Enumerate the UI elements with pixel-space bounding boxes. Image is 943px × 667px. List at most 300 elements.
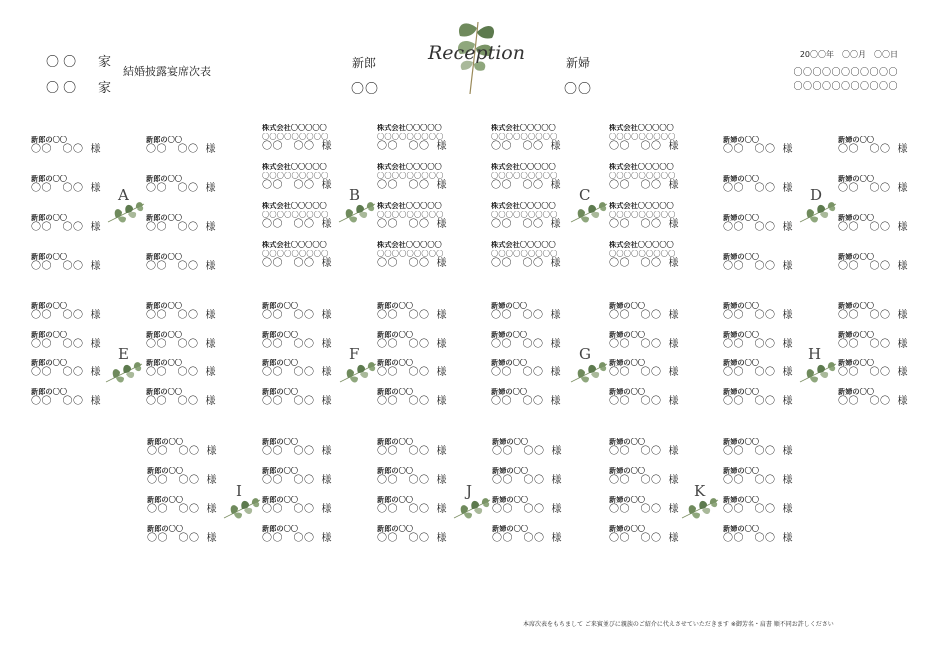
guest-name: 〇〇 〇〇 (262, 367, 315, 378)
guest-honorific: 様 (321, 258, 332, 269)
guest-entry (147, 467, 262, 486)
guest-title: 新郎の〇〇 (146, 387, 182, 396)
guest-name: 〇〇 〇〇 (723, 261, 776, 272)
guest-honorific: 様 (551, 533, 562, 544)
guest-name: 〇〇 〇〇 (377, 533, 430, 544)
guest-name: 〇〇 〇〇 (609, 219, 662, 230)
guest-name: 〇〇 〇〇 (838, 310, 891, 321)
guest-title: 新婦の〇〇 (491, 302, 527, 310)
guest-company: 〇〇〇〇〇〇〇〇〇 (377, 172, 444, 180)
leaf-icon (680, 496, 720, 526)
guest-honorific: 様 (321, 219, 332, 230)
guest-title: 新婦の〇〇 (492, 467, 528, 475)
guest-title: 新婦の〇〇 (723, 525, 759, 533)
guest-name: 〇〇 〇〇 (723, 395, 776, 407)
guest-honorific: 様 (205, 222, 216, 233)
guest-honorific: 様 (550, 180, 561, 191)
guest-honorific: 様 (321, 533, 332, 544)
guest-entry (377, 202, 492, 230)
guest-name: 〇〇 〇〇 (723, 338, 776, 350)
guest-title: 新婦の〇〇 (491, 359, 527, 367)
guest-entry (262, 124, 377, 152)
guest-entry (609, 163, 724, 191)
groom-family-suffix: 家 (98, 55, 112, 70)
guest-title: 新郎の〇〇 (146, 302, 182, 310)
guest-title: 新郎の〇〇 (377, 496, 413, 504)
guest-company: 〇〇〇〇〇〇〇〇〇 (491, 211, 558, 219)
guest-title: 新郎の〇〇 (147, 525, 183, 533)
guest-entry (146, 388, 261, 407)
guest-name: 〇〇 〇〇 (723, 367, 776, 378)
guest-entry (838, 302, 943, 321)
guest-entry (31, 253, 146, 272)
guest-entry (146, 331, 261, 350)
guest-entry (838, 253, 943, 272)
guest-title: 新婦の〇〇 (723, 330, 759, 339)
guest-company: 〇〇〇〇〇〇〇〇〇 (491, 172, 558, 180)
table-label: E (118, 345, 129, 363)
guest-title: 新婦の〇〇 (723, 438, 759, 446)
guest-name: 〇〇 〇〇 (491, 180, 544, 191)
guest-name: 〇〇 〇〇 (31, 310, 84, 321)
guest-entry (609, 241, 724, 269)
guest-name: 〇〇 〇〇 (262, 141, 315, 152)
guest-honorific: 様 (897, 144, 908, 155)
guest-title: 新郎の〇〇 (377, 302, 413, 310)
guest-entry (262, 496, 377, 515)
guest-name: 〇〇 〇〇 (609, 446, 662, 457)
guest-title: 新婦の〇〇 (492, 525, 528, 533)
guest-title: 新郎の〇〇 (31, 175, 67, 183)
guest-name: 〇〇 〇〇 (377, 141, 430, 152)
guest-entry (609, 388, 724, 407)
guest-entry (377, 124, 492, 152)
guest-name: 〇〇 〇〇 (723, 504, 776, 515)
guest-honorific: 様 (206, 533, 217, 544)
guest-name: 〇〇 〇〇 (377, 446, 430, 457)
guest-name: 〇〇 〇〇 (31, 183, 84, 194)
guest-title: 新婦の〇〇 (492, 496, 528, 504)
guest-honorific: 様 (782, 338, 793, 350)
guest-entry (491, 388, 606, 407)
guest-entry (609, 438, 724, 457)
guest-honorific: 様 (550, 258, 561, 269)
guest-name: 〇〇 〇〇 (491, 310, 544, 321)
guest-honorific: 様 (436, 141, 447, 152)
guest-title: 株式会社〇〇〇〇〇 (491, 202, 556, 210)
guest-name: 〇〇 〇〇 (723, 222, 776, 233)
table-label: G (579, 345, 591, 363)
guest-entry (377, 359, 492, 378)
guest-title: 新婦の〇〇 (838, 214, 874, 222)
guest-entry (262, 438, 377, 457)
guest-entry (491, 124, 606, 152)
guest-honorific: 様 (550, 367, 561, 378)
guest-title: 新婦の〇〇 (723, 496, 759, 504)
groom-family-name: 〇 〇 (46, 55, 77, 70)
guest-entry (838, 214, 943, 233)
guest-title: 新郎の〇〇 (146, 253, 182, 261)
guest-company: 〇〇〇〇〇〇〇〇〇 (609, 172, 676, 180)
guest-honorific: 様 (321, 338, 332, 350)
guest-honorific: 様 (897, 395, 908, 407)
guest-name: 〇〇 〇〇 (838, 395, 891, 407)
guest-title: 株式会社〇〇〇〇〇 (491, 124, 556, 132)
guest-entry (609, 202, 724, 230)
guest-name: 〇〇 〇〇 (491, 367, 544, 378)
guest-name: 〇〇 〇〇 (377, 258, 430, 269)
guest-entry (609, 124, 724, 152)
guest-title: 新婦の〇〇 (838, 359, 874, 367)
guest-title: 新郎の〇〇 (146, 214, 182, 222)
guest-name: 〇〇 〇〇 (838, 367, 891, 378)
guest-company: 〇〇〇〇〇〇〇〇〇 (609, 133, 676, 141)
guest-name: 〇〇 〇〇 (838, 222, 891, 233)
guest-honorific: 様 (897, 338, 908, 350)
guest-title: 新婦の〇〇 (609, 359, 645, 367)
bride-family-name: 〇 〇 (46, 81, 77, 96)
guest-name: 〇〇 〇〇 (609, 504, 662, 515)
guest-title: 新婦の〇〇 (723, 136, 759, 144)
guest-honorific: 様 (206, 504, 217, 515)
guest-entry (146, 136, 261, 155)
guest-honorific: 様 (550, 338, 561, 350)
groom-family (46, 51, 111, 70)
guest-honorific: 様 (668, 446, 679, 457)
guest-name: 〇〇 〇〇 (146, 144, 199, 155)
guest-honorific: 様 (90, 367, 101, 378)
guest-honorific: 様 (436, 219, 447, 230)
guest-name: 〇〇 〇〇 (377, 395, 430, 407)
guest-title: 新婦の〇〇 (609, 525, 645, 533)
guest-name: 〇〇 〇〇 (377, 219, 430, 230)
guest-title: 株式会社〇〇〇〇〇 (262, 163, 327, 171)
table-label: I (236, 482, 242, 500)
guest-entry (609, 359, 724, 378)
guest-honorific: 様 (90, 144, 101, 155)
guest-company: 〇〇〇〇〇〇〇〇〇 (377, 133, 444, 141)
guest-name: 〇〇 〇〇 (492, 504, 545, 515)
guest-honorific: 様 (436, 475, 447, 486)
guest-honorific: 様 (668, 310, 679, 321)
guest-title: 新婦の〇〇 (609, 387, 645, 396)
guest-title: 株式会社〇〇〇〇〇 (609, 202, 674, 210)
guest-honorific: 様 (550, 395, 561, 407)
guest-name: 〇〇 〇〇 (609, 475, 662, 486)
guest-name: 〇〇 〇〇 (723, 446, 776, 457)
guest-entry (492, 467, 607, 486)
guest-title: 新郎の〇〇 (31, 253, 67, 261)
guest-honorific: 様 (321, 395, 332, 407)
guest-entry (609, 302, 724, 321)
guest-title: 新婦の〇〇 (609, 438, 645, 446)
footer-note: 本席次表をもちまして ご来賓並びに親族のご紹介に代えさせていただきます ※御芳名・肩書 順不同お許しください (523, 621, 834, 628)
guest-company: 〇〇〇〇〇〇〇〇〇 (262, 133, 329, 141)
guest-honorific: 様 (321, 141, 332, 152)
guest-honorific: 様 (550, 219, 561, 230)
table-label: F (349, 345, 360, 363)
guest-honorific: 様 (90, 183, 101, 194)
guest-name: 〇〇 〇〇 (262, 180, 315, 191)
guest-entry (262, 241, 377, 269)
guest-title: 新婦の〇〇 (492, 438, 528, 446)
guest-honorific: 様 (436, 504, 447, 515)
groom-name: 〇〇 (351, 82, 380, 97)
guest-name: 〇〇 〇〇 (492, 446, 545, 457)
guest-name: 〇〇 〇〇 (377, 504, 430, 515)
guest-honorific: 様 (321, 475, 332, 486)
guest-entry (723, 467, 838, 486)
bride-name: 〇〇 (564, 82, 593, 97)
guest-name: 〇〇 〇〇 (147, 475, 200, 486)
leaf-icon (222, 496, 262, 526)
guest-honorific: 様 (897, 367, 908, 378)
guest-title: 株式会社〇〇〇〇〇 (491, 241, 556, 249)
guest-entry (262, 467, 377, 486)
leaf-icon (337, 200, 377, 230)
guest-entry (377, 525, 492, 544)
guest-honorific: 様 (206, 475, 217, 486)
guest-name: 〇〇 〇〇 (31, 222, 84, 233)
guest-honorific: 様 (897, 310, 908, 321)
guest-honorific: 様 (90, 261, 101, 272)
guest-title: 株式会社〇〇〇〇〇 (491, 163, 556, 171)
guest-honorific: 様 (782, 395, 793, 407)
guest-name: 〇〇 〇〇 (377, 180, 430, 191)
guest-entry (377, 438, 492, 457)
guest-title: 株式会社〇〇〇〇〇 (377, 241, 442, 249)
guest-name: 〇〇 〇〇 (262, 475, 315, 486)
guest-title: 新婦の〇〇 (838, 253, 874, 261)
guest-name: 〇〇 〇〇 (609, 310, 662, 321)
guest-name: 〇〇 〇〇 (147, 533, 200, 544)
guest-company: 〇〇〇〇〇〇〇〇〇 (262, 211, 329, 219)
guest-honorific: 様 (668, 475, 679, 486)
guest-company: 〇〇〇〇〇〇〇〇〇 (491, 133, 558, 141)
guest-honorific: 様 (205, 144, 216, 155)
guest-honorific: 様 (321, 180, 332, 191)
guest-entry (491, 241, 606, 269)
guest-honorific: 様 (205, 310, 216, 321)
guest-honorific: 様 (782, 222, 793, 233)
guest-entry (377, 163, 492, 191)
guest-name: 〇〇 〇〇 (491, 141, 544, 152)
guest-title: 新郎の〇〇 (377, 525, 413, 533)
guest-entry (609, 331, 724, 350)
bride-family (46, 77, 111, 96)
guest-title: 新郎の〇〇 (147, 467, 183, 475)
guest-title: 新郎の〇〇 (262, 438, 298, 446)
guest-entry (377, 331, 492, 350)
guest-entry (492, 438, 607, 457)
guest-honorific: 様 (782, 504, 793, 515)
guest-title: 新婦の〇〇 (838, 136, 874, 144)
guest-entry (492, 496, 607, 515)
guest-entry (31, 388, 146, 407)
table-label: B (349, 186, 361, 204)
guest-entry (723, 496, 838, 515)
guest-honorific: 様 (436, 395, 447, 407)
guest-name: 〇〇 〇〇 (262, 504, 315, 515)
guest-honorific: 様 (206, 446, 217, 457)
guest-honorific: 様 (321, 367, 332, 378)
guest-honorific: 様 (90, 222, 101, 233)
guest-company: 〇〇〇〇〇〇〇〇〇 (609, 250, 676, 258)
guest-honorific: 様 (90, 310, 101, 321)
guest-title: 新婦の〇〇 (838, 387, 874, 396)
guest-title: 新郎の〇〇 (31, 214, 67, 222)
guest-honorific: 様 (436, 367, 447, 378)
guest-entry (723, 253, 838, 272)
guest-name: 〇〇 〇〇 (492, 475, 545, 486)
guest-title: 新郎の〇〇 (146, 175, 182, 183)
logo-text: Reception (428, 42, 525, 64)
guest-honorific: 様 (90, 338, 101, 350)
guest-name: 〇〇 〇〇 (609, 180, 662, 191)
page-title: 結婚披露宴席次表 (123, 65, 211, 78)
guest-title: 新婦の〇〇 (723, 359, 759, 367)
event-date: 20〇〇年 〇〇月 〇〇日 (799, 50, 898, 59)
guest-honorific: 様 (550, 310, 561, 321)
guest-honorific: 様 (436, 446, 447, 457)
guest-honorific: 様 (668, 219, 679, 230)
guest-company: 〇〇〇〇〇〇〇〇〇 (491, 250, 558, 258)
guest-entry (723, 388, 838, 407)
guest-honorific: 様 (205, 395, 216, 407)
guest-entry (377, 467, 492, 486)
guest-name: 〇〇 〇〇 (146, 183, 199, 194)
guest-entry (838, 175, 943, 194)
guest-name: 〇〇 〇〇 (31, 144, 84, 155)
guest-title: 新郎の〇〇 (262, 496, 298, 504)
guest-entry (146, 214, 261, 233)
guest-entry (491, 302, 606, 321)
guest-honorific: 様 (436, 258, 447, 269)
guest-name: 〇〇 〇〇 (146, 338, 199, 350)
guest-name: 〇〇 〇〇 (147, 504, 200, 515)
guest-name: 〇〇 〇〇 (609, 141, 662, 152)
guest-entry (146, 175, 261, 194)
table-label: D (810, 186, 823, 204)
guest-honorific: 様 (782, 261, 793, 272)
guest-entry (838, 388, 943, 407)
guest-title: 新郎の〇〇 (146, 359, 182, 367)
guest-title: 株式会社〇〇〇〇〇 (609, 163, 674, 171)
guest-title: 新郎の〇〇 (146, 136, 182, 144)
guest-name: 〇〇 〇〇 (377, 310, 430, 321)
guest-honorific: 様 (668, 338, 679, 350)
guest-entry (723, 136, 838, 155)
guest-title: 株式会社〇〇〇〇〇 (377, 163, 442, 171)
guest-company: 〇〇〇〇〇〇〇〇〇 (262, 250, 329, 258)
guest-name: 〇〇 〇〇 (723, 310, 776, 321)
guest-name: 〇〇 〇〇 (262, 338, 315, 350)
guest-honorific: 様 (668, 180, 679, 191)
table-label: J (466, 482, 473, 500)
guest-honorific: 様 (321, 310, 332, 321)
guest-entry (262, 331, 377, 350)
guest-title: 新婦の〇〇 (491, 330, 527, 339)
groom-label: 新郎 (352, 56, 377, 70)
guest-name: 〇〇 〇〇 (609, 367, 662, 378)
guest-honorific: 様 (897, 222, 908, 233)
guest-name: 〇〇 〇〇 (609, 395, 662, 407)
venue-line-2: 〇〇〇〇〇〇〇〇〇〇〇 (793, 82, 898, 92)
leaf-icon (569, 360, 609, 390)
guest-title: 新郎の〇〇 (262, 330, 298, 339)
guest-honorific: 様 (668, 395, 679, 407)
guest-name: 〇〇 〇〇 (377, 367, 430, 378)
guest-title: 新婦の〇〇 (491, 387, 527, 396)
guest-name: 〇〇 〇〇 (146, 310, 199, 321)
guest-name: 〇〇 〇〇 (377, 475, 430, 486)
guest-title: 新郎の〇〇 (31, 302, 67, 310)
guest-entry (147, 525, 262, 544)
guest-name: 〇〇 〇〇 (838, 261, 891, 272)
guest-entry (492, 525, 607, 544)
guest-title: 株式会社〇〇〇〇〇 (609, 241, 674, 249)
guest-name: 〇〇 〇〇 (723, 144, 776, 155)
guest-title: 新郎の〇〇 (147, 438, 183, 446)
guest-honorific: 様 (436, 338, 447, 350)
guest-title: 新婦の〇〇 (609, 496, 645, 504)
bride-family-suffix: 家 (98, 81, 112, 96)
guest-honorific: 様 (321, 446, 332, 457)
guest-title: 新婦の〇〇 (838, 330, 874, 339)
guest-name: 〇〇 〇〇 (838, 144, 891, 155)
guest-honorific: 様 (668, 367, 679, 378)
table-label: A (118, 186, 129, 204)
guest-name: 〇〇 〇〇 (491, 395, 544, 407)
guest-title: 新郎の〇〇 (262, 359, 298, 367)
guest-name: 〇〇 〇〇 (262, 310, 315, 321)
table-label: K (694, 482, 706, 500)
guest-company: 〇〇〇〇〇〇〇〇〇 (609, 211, 676, 219)
guest-entry (838, 136, 943, 155)
guest-honorific: 様 (551, 475, 562, 486)
guest-name: 〇〇 〇〇 (146, 222, 199, 233)
guest-honorific: 様 (550, 141, 561, 152)
guest-entry (262, 525, 377, 544)
guest-entry (377, 388, 492, 407)
leaf-icon (798, 200, 838, 230)
guest-entry (377, 241, 492, 269)
guest-title: 新婦の〇〇 (723, 175, 759, 183)
guest-name: 〇〇 〇〇 (609, 258, 662, 269)
guest-name: 〇〇 〇〇 (492, 533, 545, 544)
guest-name: 〇〇 〇〇 (838, 338, 891, 350)
guest-honorific: 様 (668, 533, 679, 544)
table-label: H (808, 345, 822, 363)
guest-entry (609, 467, 724, 486)
guest-company: 〇〇〇〇〇〇〇〇〇 (377, 211, 444, 219)
guest-honorific: 様 (668, 258, 679, 269)
guest-title: 新郎の〇〇 (262, 525, 298, 533)
guest-honorific: 様 (782, 533, 793, 544)
guest-entry (146, 253, 261, 272)
guest-title: 株式会社〇〇〇〇〇 (377, 124, 442, 132)
guest-name: 〇〇 〇〇 (31, 395, 84, 407)
guest-honorific: 様 (668, 141, 679, 152)
guest-honorific: 様 (551, 504, 562, 515)
guest-title: 新郎の〇〇 (377, 387, 413, 396)
guest-honorific: 様 (90, 395, 101, 407)
guest-entry (31, 136, 146, 155)
guest-title: 新郎の〇〇 (262, 467, 298, 475)
guest-name: 〇〇 〇〇 (31, 261, 84, 272)
guest-title: 新郎の〇〇 (31, 359, 67, 367)
guest-title: 新郎の〇〇 (262, 387, 298, 396)
